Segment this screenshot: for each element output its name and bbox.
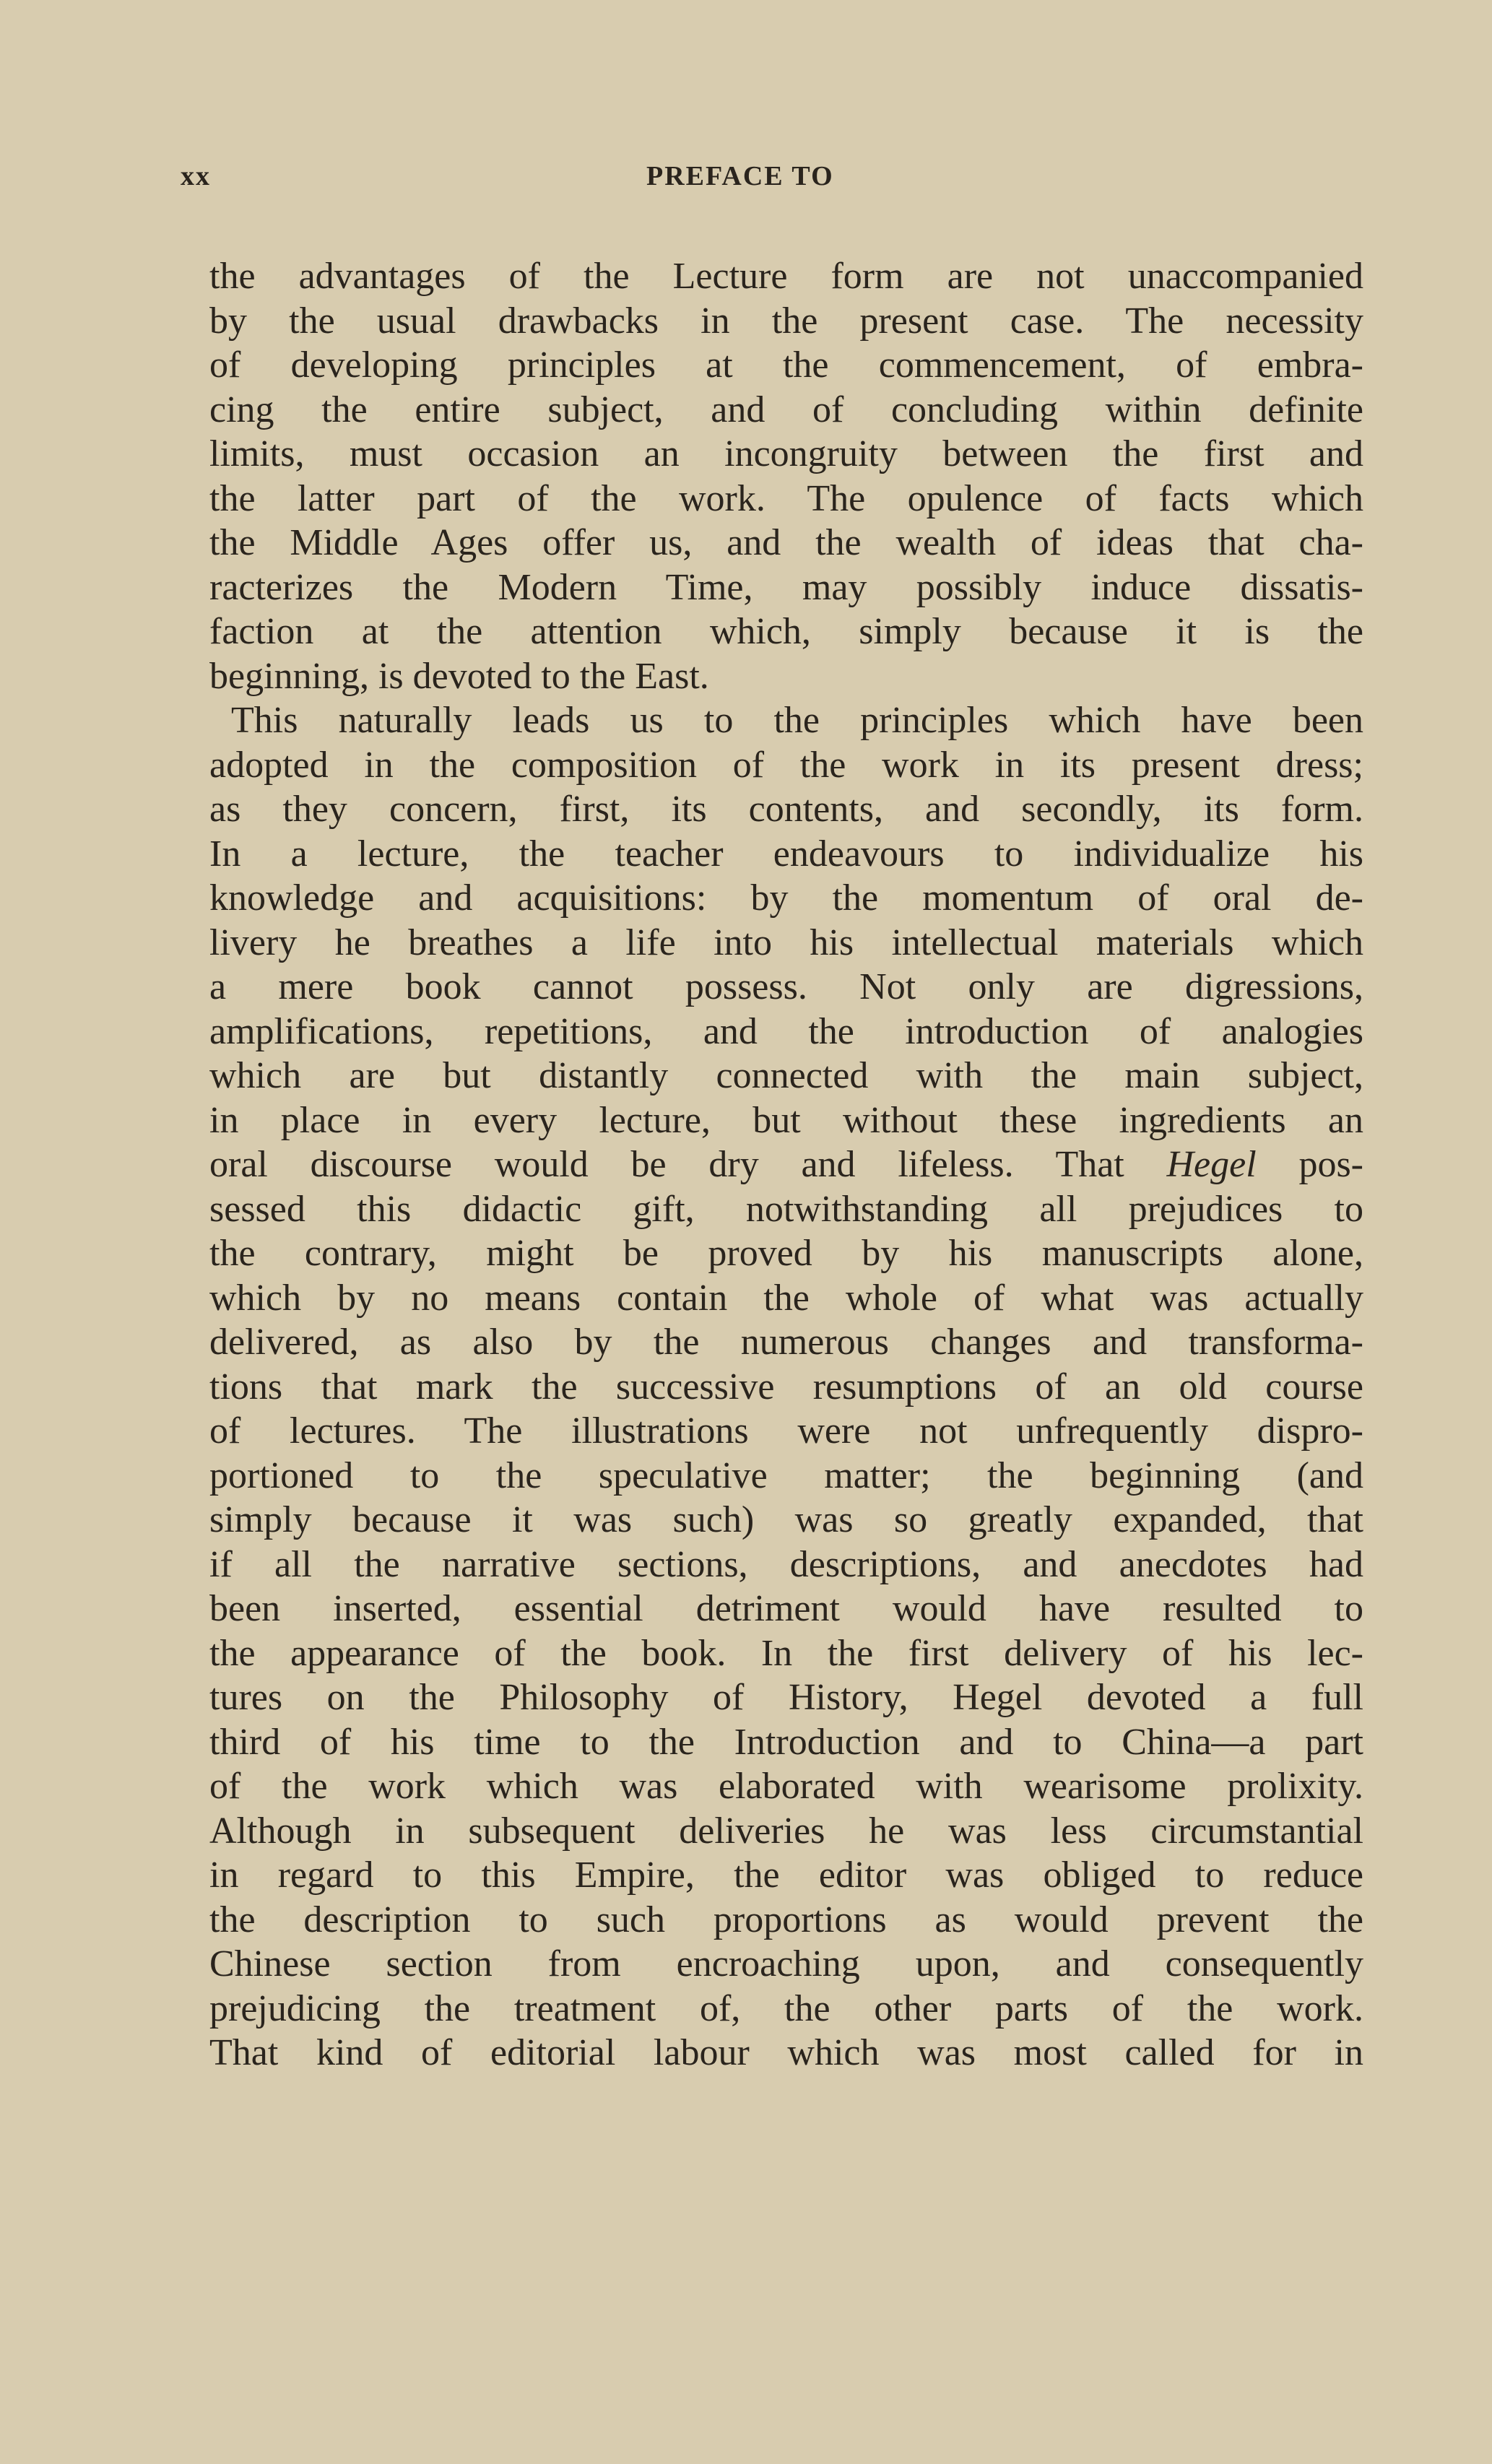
text-line: been inserted, essential detriment would have resulted to: [209, 1588, 1363, 1629]
text-line: third of his time to the Introduction and to China—a part: [209, 1721, 1363, 1763]
running-head: PREFACE TO: [646, 161, 834, 191]
text-line: the description to such proportions as would prevent the: [209, 1899, 1363, 1940]
text-line: Chinese section from encroaching upon, and consequently: [209, 1943, 1363, 1984]
text-line: which by no means contain the whole of what was actually: [209, 1277, 1363, 1319]
text-line: delivered, as also by the numerous changes and transforma-: [209, 1322, 1363, 1363]
text-segment: pos-: [1256, 1144, 1363, 1185]
text-line: the latter part of the work. The opulence of facts which: [209, 477, 1363, 519]
text-line: In a lecture, the teacher endeavours to individualize his: [209, 833, 1363, 875]
text-line: by the usual drawbacks in the present case. The necessity: [209, 300, 1363, 342]
text-line: in regard to this Empire, the editor was obliged to reduce: [209, 1854, 1363, 1896]
text-line: in place in every lecture, but without these ingredients an: [209, 1099, 1363, 1141]
text-line: prejudicing the treatment of, the other parts of the work.: [209, 1987, 1363, 2029]
text-line: tures on the Philosophy of History, Hegel devoted a full: [209, 1677, 1363, 1718]
text-segment: oral discourse would be dry and lifeless. That: [209, 1144, 1167, 1185]
text-line: livery he breathes a life into his intellectual materials which: [209, 921, 1363, 963]
text-line: a mere book cannot possess. Not only are digressions,: [209, 966, 1363, 1007]
text-line: beginning, is devoted to the East.: [209, 655, 709, 697]
text-line: the advantages of the Lecture form are not unaccompanied: [209, 256, 1363, 297]
text-line: of developing principles at the commencement, of embra-: [209, 344, 1363, 386]
text-line: as they concern, first, its contents, and secondly, its form.: [209, 789, 1363, 830]
text-line: [209, 1142, 1363, 1187]
text-line: knowledge and acquisitions: by the momentum of oral de-: [209, 877, 1363, 919]
text-line: cing the entire subject, and of concluding within definite: [209, 389, 1363, 430]
body-text: [209, 254, 1363, 2075]
text-line: adopted in the composition of the work in its present dress;: [209, 744, 1363, 786]
text-line: Although in subsequent deliveries he was less circumstantial: [209, 1810, 1363, 1852]
text-line: the appearance of the book. In the first delivery of his lec-: [209, 1632, 1363, 1674]
text-line: limits, must occasion an incongruity between the first and: [209, 433, 1363, 474]
text-line: This naturally leads us to the principles which have been: [231, 700, 1363, 741]
text-line: portioned to the speculative matter; the beginning (and: [209, 1454, 1363, 1496]
text-line: amplifications, repetitions, and the introduction of analogies: [209, 1010, 1363, 1052]
text-line: sessed this didactic gift, notwithstanding all prejudices to: [209, 1188, 1363, 1230]
text-line: tions that mark the successive resumptions of an old course: [209, 1366, 1363, 1407]
text-line: faction at the attention which, simply because it is the: [209, 611, 1363, 652]
italic-name: Hegel: [1166, 1144, 1257, 1185]
text-line: of the work which was elaborated with wearisome prolixity.: [209, 1766, 1363, 1807]
text-line: of lectures. The illustrations were not unfrequently dispro-: [209, 1410, 1363, 1452]
text-line: the Middle Ages offer us, and the wealth of ideas that cha-: [209, 522, 1363, 563]
text-line: simply because it was such) was so greatly expanded, that: [209, 1499, 1363, 1540]
text-line: the contrary, might be proved by his manuscripts alone,: [209, 1233, 1363, 1274]
text-line: That kind of editorial labour which was most called for in: [209, 2032, 1363, 2073]
text-line: if all the narrative sections, descriptions, and anecdotes had: [209, 1543, 1363, 1585]
text-line: which are but distantly connected with the main subject,: [209, 1055, 1363, 1096]
text-line: racterizes the Modern Time, may possibly induce dissatis-: [209, 566, 1363, 608]
page-number: xx: [181, 161, 211, 191]
